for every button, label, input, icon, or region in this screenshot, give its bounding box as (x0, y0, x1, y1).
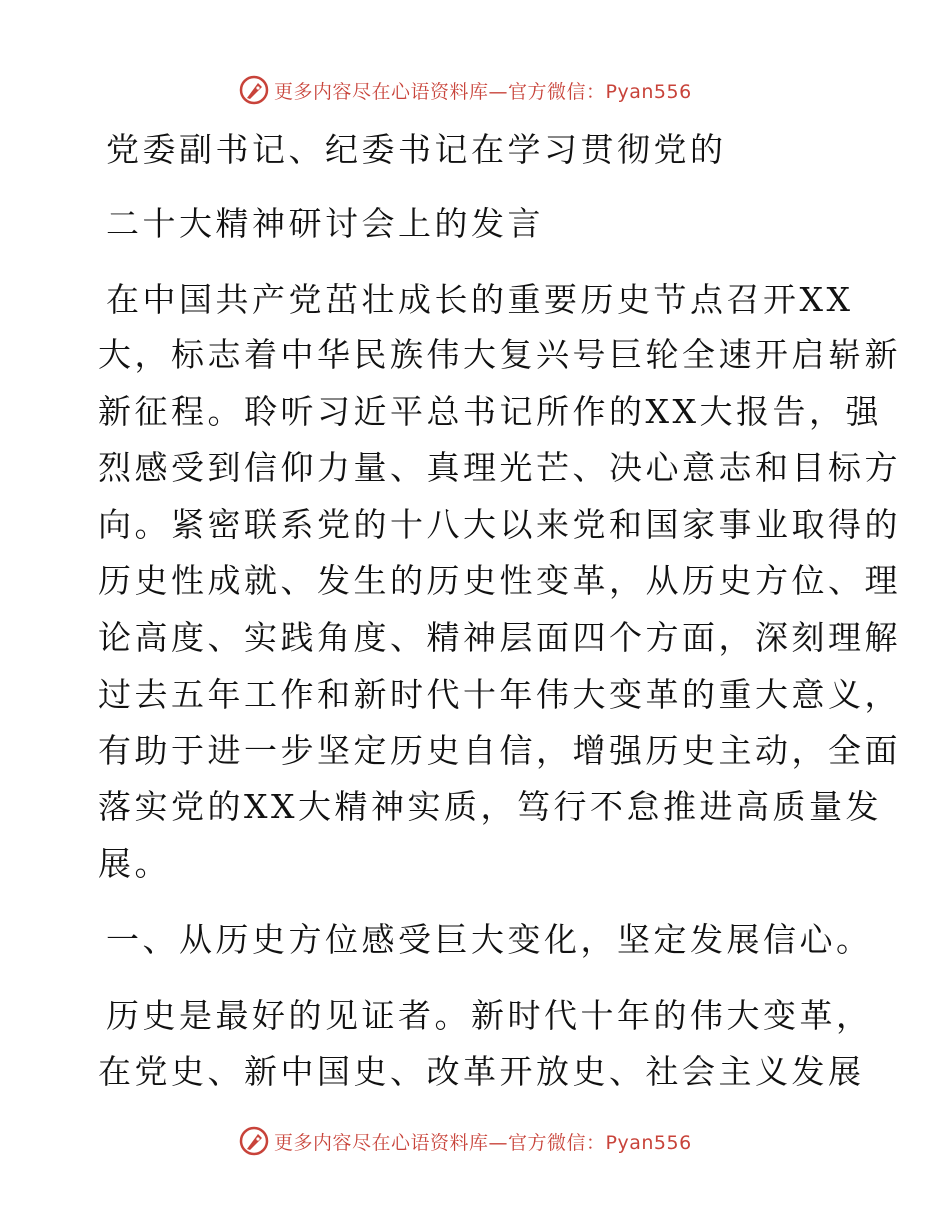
header-watermark (238, 73, 692, 107)
paragraph-line: 历史性成就、发生的历史性变革，从历史方位、理 (98, 561, 901, 600)
paragraph-line: 在中国共产党茁壮成长的重要历史节点召开XX (106, 280, 854, 319)
paragraph-line: 在党史、新中国史、改革开放史、社会主义发展 (98, 1052, 865, 1091)
paragraph-line: 向。紧密联系党的十八大以来党和国家事业取得的 (98, 505, 901, 544)
watermark-text: 更多内容尽在心语资料库—官方微信：Pyan556 (274, 80, 692, 103)
paragraph-line: 有助于进一步坚定历史自信，增强历史主动，全面 (98, 731, 901, 770)
watermark-text: 更多内容尽在心语资料库—官方微信：Pyan556 (274, 1131, 692, 1154)
title-line: 二十大精神研讨会上的发言 (106, 204, 544, 243)
paragraph-line: 新征程。聆听习近平总书记所作的XX大报告，强 (98, 392, 882, 431)
paragraph-line: 展。 (98, 844, 171, 883)
paragraph-line: 历史是最好的见证者。新时代十年的伟大变革， (106, 996, 873, 1035)
paragraph-line: 过去五年工作和新时代十年伟大变革的重大意义， (98, 675, 901, 714)
footer-watermark (238, 1124, 692, 1158)
paragraph-line: 烈感受到信仰力量、真理光芒、决心意志和目标方 (98, 448, 901, 487)
paragraph-line: 落实党的XX大精神实质，笃行不怠推进高质量发 (98, 787, 882, 826)
paragraph-line: 论高度、实践角度、精神层面四个方面，深刻理解 (98, 618, 901, 657)
pen-nib-logo-icon (238, 1125, 270, 1157)
paragraph-line: 大，标志着中华民族伟大复兴号巨轮全速开启崭新 (98, 335, 901, 374)
pen-nib-logo-icon (238, 74, 270, 106)
title-line: 党委副书记、纪委书记在学习贯彻党的 (106, 130, 727, 169)
section-heading: 一、从历史方位感受巨大变化，坚定发展信心。 (106, 920, 873, 959)
watermark-id: Pyan556 (605, 80, 692, 103)
watermark-id: Pyan556 (605, 1131, 692, 1154)
